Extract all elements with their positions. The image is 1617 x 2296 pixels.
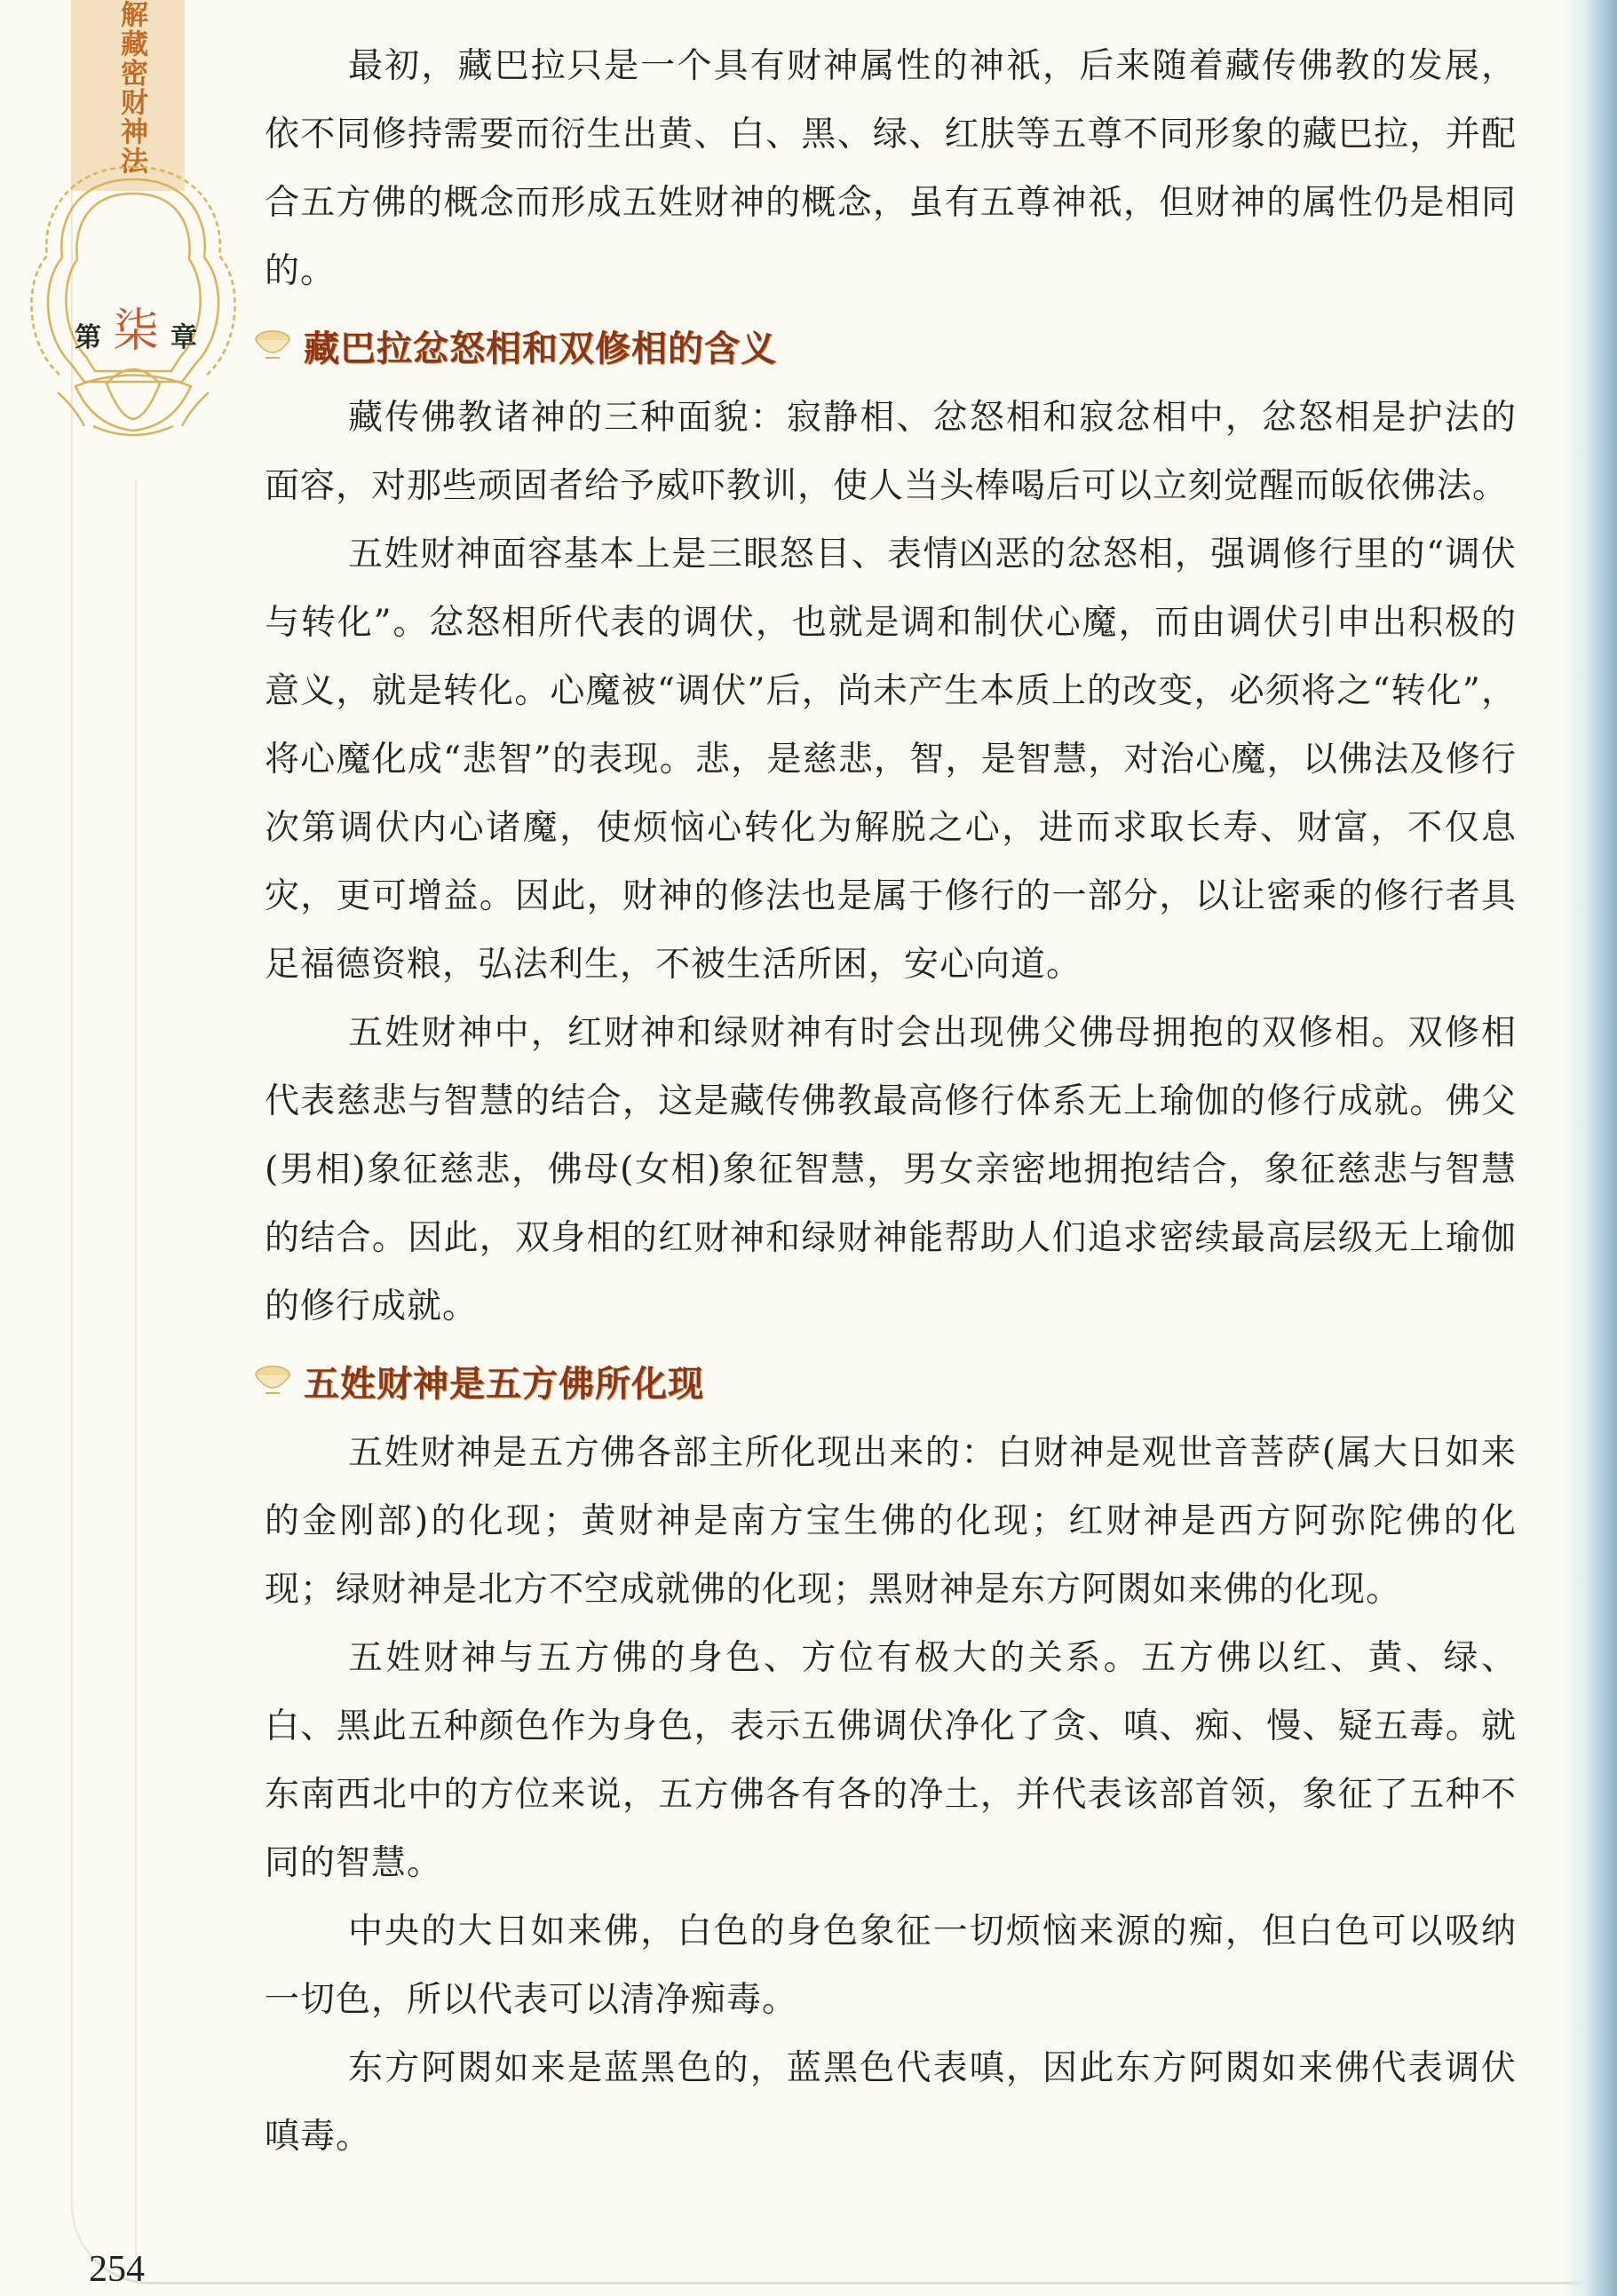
side-tab-title: 解藏密财神法: [115, 0, 147, 176]
section-heading: [252, 1342, 1517, 1419]
chapter-number: 柒: [113, 305, 160, 358]
margin-rule: [135, 479, 137, 2255]
page-edge-shadow: [1564, 0, 1617, 2296]
bowl-ornament-icon: [252, 1363, 293, 1398]
body-paragraph: 五姓财神面容基本上是三眼怒目、表情凶恶的忿怒相，强调修行里的“调伏与转化”。忿怒相所代表的调伏，也就是调和制伏心魔，而由调伏引申出积极的意义，就是转化。心魔被“调伏”后，尚未产生本质上的改变，必须将之“转化”，将心魔化成“悲智”的表现。悲，是慈悲，智，是智慧，对治心魔，以佛法及修行次第调伏内心诸魔，使烦恼心转化为解脱之心，进而求取长寿、财富，不仅息灾，更可增益。因此，财神的修法也是属于修行的一部分，以让密乘的修行者具足福德资粮，弘法利生，不被生活所困，安心向道。: [265, 534, 1517, 985]
section-heading-text: 藏巴拉忿怒相和双修相的含义: [304, 328, 777, 369]
chapter-label-suffix: 章: [170, 322, 197, 353]
body-paragraph: 五姓财神中，红财神和绿财神有时会出现佛父佛母拥抱的双修相。双修相代表慈悲与智慧的结合，这是藏传佛教最高修行体系无上瑜伽的修行成就。佛父(男相)象征慈悲，佛母(女相)象征智慧，男女亲密地拥抱结合，象征慈悲与智慧的结合。因此，双身相的红财神和绿财神能帮助人们追求密续最高层级无上瑜伽的修行成就。: [265, 1013, 1517, 1326]
body-paragraph: 五姓财神是五方佛各部主所化现出来的：白财神是观世音菩萨(属大日如来的金刚部)的化现；黄财神是南方宝生佛的化现；红财神是西方阿弥陀佛的化现；绿财神是北方不空成就佛的化现；黑财神是东方阿閦如来佛的化现。: [265, 1433, 1517, 1610]
section-heading-text: 五姓财神是五方佛所化现: [304, 1363, 704, 1405]
section-heading: [252, 307, 1517, 384]
page-content: [265, 32, 1517, 2171]
body-paragraph: 藏传佛教诸神的三种面貌：寂静相、忿怒相和寂忿相中，忿怒相是护法的面容，对那些顽固者给予威吓教训，使人当头棒喝后可以立刻觉醒而皈依佛法。: [265, 398, 1517, 506]
chapter-label-prefix: 第: [75, 322, 101, 353]
page-number: 254: [89, 2249, 145, 2290]
body-paragraph: 中央的大日如来佛，白色的身色象征一切烦恼来源的痴，但白色可以吸纳一切色，所以代表可以清净痴毒。: [265, 1912, 1517, 2020]
body-paragraph: 五姓财神与五方佛的身色、方位有极大的关系。五方佛以红、黄、绿、白、黑此五种颜色作为身色，表示五佛调伏净化了贪、嗔、痴、慢、疑五毒。就东南西北中的方位来说，五方佛各有各的净土，并代表该部首领，象征了五种不同的智慧。: [265, 1638, 1517, 1883]
intro-paragraph: 最初，藏巴拉只是一个具有财神属性的神祇，后来随着藏传佛教的发展，依不同修持需要而衍生出黄、白、黑、绿、红肤等五尊不同形象的藏巴拉，并配合五方佛的概念而形成五姓财神的概念，虽有五尊神祇，但财神的属性仍是相同的。: [265, 46, 1517, 291]
bowl-ornament-icon: [252, 328, 293, 363]
body-paragraph: 东方阿閦如来是蓝黑色的，蓝黑色代表嗔，因此东方阿閦如来佛代表调伏嗔毒。: [265, 2048, 1517, 2157]
